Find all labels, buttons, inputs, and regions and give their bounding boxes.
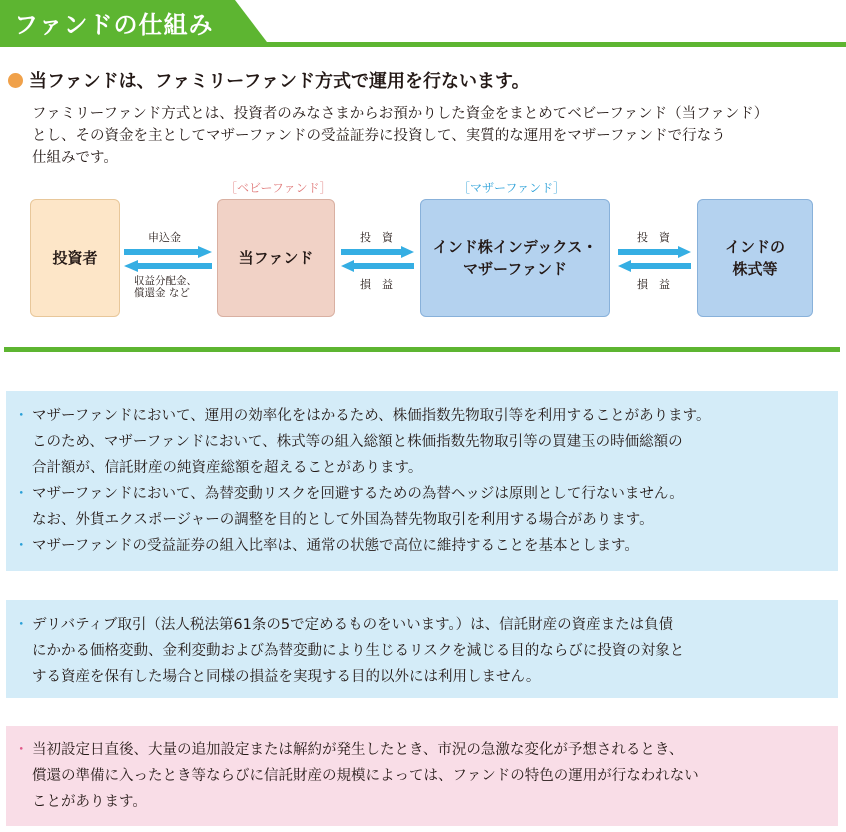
baby-fund-label: ［ベビーファンド］ xyxy=(225,181,332,195)
note-line: ・ デリバティブ取引（法人税法第61条の5で定めるものをいいます。）は、信託財産の資産または負債 xyxy=(32,617,674,633)
stocks-name-line2: 株式等 xyxy=(732,260,778,278)
note-item xyxy=(32,533,838,559)
profit-loss-label: 損 益 xyxy=(637,278,670,291)
note-box-caution xyxy=(6,726,838,826)
mother-fund-label: ［マザーファンド］ xyxy=(458,181,566,195)
investment-label: 投 資 xyxy=(637,231,670,244)
note-item xyxy=(32,403,838,481)
note-box-derivatives xyxy=(6,600,838,698)
right-arrow-icon xyxy=(341,246,415,260)
note-line: ・ マザーファンドにおいて、為替変動リスクを回避するための為替ヘッジは原則として行ないません。 xyxy=(32,486,684,502)
baby-fund-name: 当ファンド xyxy=(238,249,314,267)
section-divider xyxy=(4,347,840,352)
left-arrow-icon xyxy=(618,260,692,274)
note-line: ・ マザーファンドの受益証券の組入比率は、通常の状態で高位に維持することを基本とします。 xyxy=(32,538,639,554)
investment-label: 投 資 xyxy=(360,231,393,244)
note-item xyxy=(32,481,838,533)
distribution-label xyxy=(134,275,197,299)
note-line: 償還の準備に入ったとき等ならびに信託財産の規模によっては、ファンドの特色の運用が行なわれない xyxy=(32,768,699,784)
note-line: にかかる価格変動、金利変動および為替変動により生じるリスクを減じる目的ならびに投資の対象と xyxy=(32,643,685,659)
orange-bullet-icon xyxy=(8,73,23,88)
investor-box xyxy=(30,199,120,317)
note-line: ・ 当初設定日直後、大量の追加設定または解約が発生したとき、市況の急激な変化が予想されるとき、 xyxy=(32,742,684,758)
header-divider xyxy=(0,42,846,47)
stocks-name-line1: インドの xyxy=(724,238,785,256)
right-arrow-icon xyxy=(618,246,692,260)
note-item xyxy=(32,737,838,815)
baby-fund-box xyxy=(217,199,335,317)
mother-fund-name-line1: インド株インデックス・ xyxy=(432,238,598,256)
section-title: ファンドの仕組み xyxy=(14,11,214,39)
left-arrow-icon xyxy=(124,260,214,274)
note-line: ・ マザーファンドにおいて、運用の効率化をはかるため、株価指数先物取引等を利用することがあります。 xyxy=(32,408,711,424)
note-line: 合計額が、信託財産の純資産総額を超えることがあります。 xyxy=(32,460,423,476)
profit-loss-label: 損 益 xyxy=(360,278,393,291)
intro-line: ファミリーファンド方式とは、投資者のみなさまからお預かりした資金をまとめてベビーファンド（当ファンド） xyxy=(32,106,769,122)
subscription-label: 申込金 xyxy=(148,231,181,244)
mother-fund-name-line2: マザーファンド xyxy=(463,260,567,278)
left-arrow-icon xyxy=(341,260,415,274)
note-item xyxy=(32,612,838,690)
note-line: する資産を保有した場合と同様の損益を実現する目的以外には利用しません。 xyxy=(32,669,541,685)
distribution-label-line2: 償還金 など xyxy=(134,287,190,299)
note-box-futures xyxy=(6,391,838,571)
intro-line: とし、その資金を主としてマザーファンドの受益証券に投資して、実質的な運用をマザーファンドで行なう xyxy=(32,128,726,144)
indian-stocks-box xyxy=(697,199,813,317)
distribution-label-line1: 収益分配金、 xyxy=(134,275,197,287)
note-line: このため、マザーファンドにおいて、株式等の組入総額と株価指数先物取引等の買建玉の時価総額の xyxy=(32,434,683,450)
intro-line: 仕組みです。 xyxy=(32,150,118,166)
investor-label: 投資者 xyxy=(52,249,98,267)
intro-paragraph xyxy=(32,103,842,169)
note-line: ことがあります。 xyxy=(32,794,147,810)
subheading-text: 当ファンドは、ファミリーファンド方式で運用を行ないます。 xyxy=(29,71,530,92)
note-line: なお、外貨エクスポージャーの調整を目的として外国為替先物取引を利用する場合があります。 xyxy=(32,512,654,528)
subheading xyxy=(8,68,530,92)
mother-fund-box xyxy=(420,199,610,317)
